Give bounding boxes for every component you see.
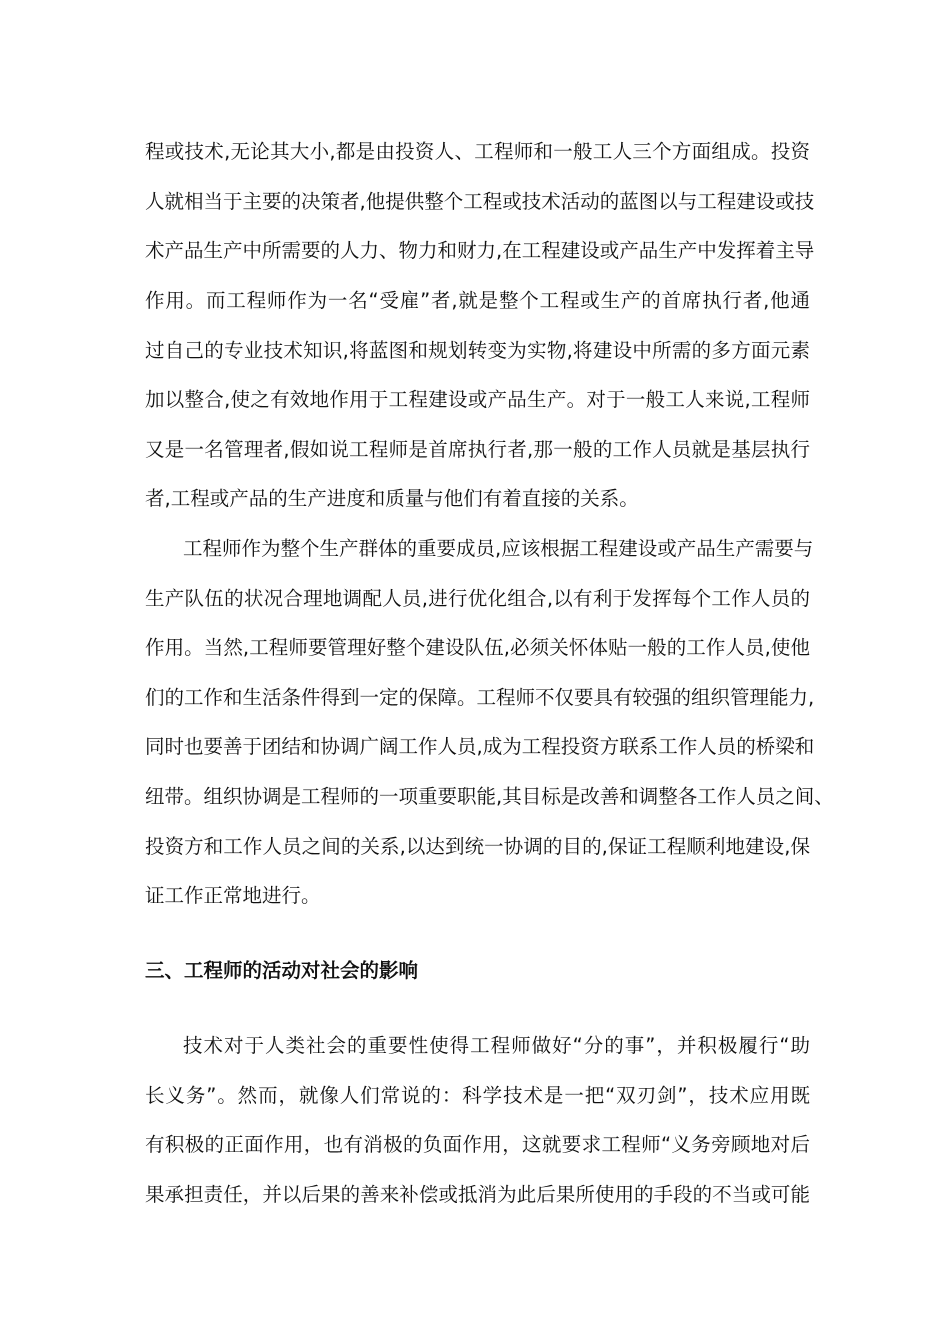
section-heading: 三、工程师的活动对社会的影响 <box>145 959 419 982</box>
paragraph-line: 证工作正常地进行。 <box>145 884 321 907</box>
paragraph-line: 生产队伍的状况合理地调配人员,进行优化组合,以有利于发挥每个工作人员的 <box>145 587 810 610</box>
paragraph-line: 同时也要善于团结和协调广阔工作人员,成为工程投资方联系工作人员的桥梁和 <box>145 735 815 758</box>
paragraph-line: 加以整合,使之有效地作用于工程建设或产品生产。对于一般工人来说,工程师 <box>145 388 810 411</box>
paragraph-line: 投资方和工作人员之间的关系,以达到统一协调的目的,保证工程顺利地建设,保 <box>145 835 810 858</box>
paragraph-line: 术产品生产中所需要的人力、物力和财力,在工程建设或产品生产中发挥着主导 <box>145 239 815 262</box>
paragraph-line: 长义务”。然而，就像人们常说的：科学技术是一把“双刃剑”，技术应用既 <box>145 1084 810 1107</box>
paragraph-line: 作用。当然,工程师要管理好整个建设队伍,必须关怀体贴一般的工作人员,使他 <box>145 636 810 659</box>
paragraph-line: 们的工作和生活条件得到一定的保障。工程师不仅要具有较强的组织管理能力, <box>145 686 815 709</box>
paragraph-line: 果承担责任，并以后果的善来补偿或抵消为此后果所使用的手段的不当或可能 <box>145 1183 810 1206</box>
paragraph-line: 又是一名管理者,假如说工程师是首席执行者,那一般的工作人员就是基层执行 <box>145 438 810 461</box>
paragraph-line: 有积极的正面作用，也有消极的负面作用，这就要求工程师“义务旁顾地对后 <box>145 1133 810 1156</box>
paragraph-line: 纽带。组织协调是工程师的一项重要职能,其目标是改善和调整各工作人员之间、 <box>145 785 834 808</box>
paragraph-line: 程或技术,无论其大小,都是由投资人、工程师和一般工人三个方面组成。投资 <box>145 140 810 163</box>
paragraph-line: 者,工程或产品的生产进度和质量与他们有着直接的关系。 <box>145 487 639 510</box>
paragraph-line: 技术对于人类社会的重要性使得工程师做好“分的事”，并积极履行“助 <box>183 1034 810 1057</box>
paragraph-line: 过自己的专业技术知识,将蓝图和规划转变为实物,将建设中所需的多方面元素 <box>145 339 810 362</box>
paragraph-line: 作用。而工程师作为一名“受雇”者,就是整个工程或生产的首席执行者,他通 <box>145 289 810 312</box>
paragraph-line: 工程师作为整个生产群体的重要成员,应该根据工程建设或产品生产需要与 <box>183 537 814 560</box>
paragraph-line: 人就相当于主要的决策者,他提供整个工程或技术活动的蓝图以与工程建设或技 <box>145 190 815 213</box>
